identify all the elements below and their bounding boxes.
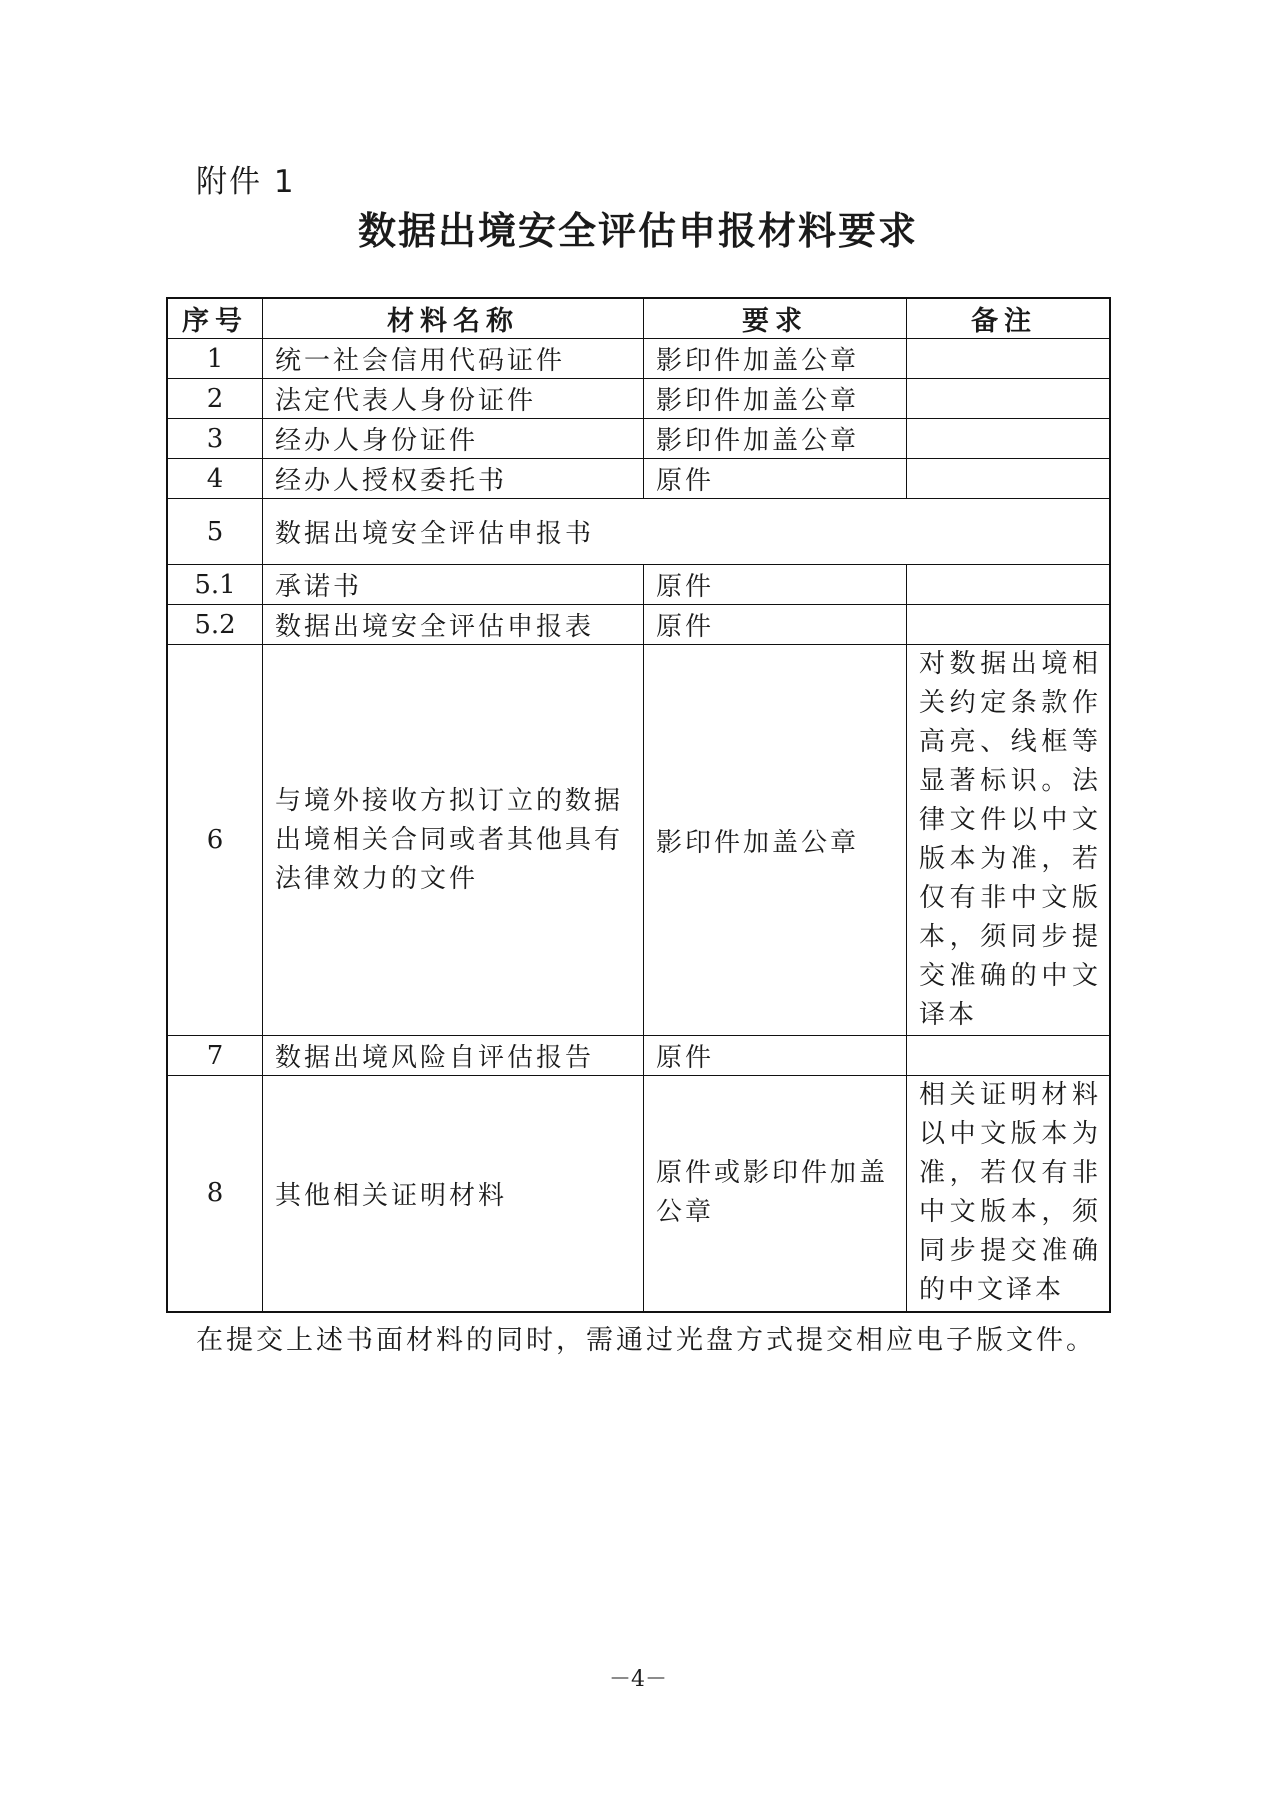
row-no: 3	[167, 419, 263, 459]
table-row	[167, 339, 1110, 379]
table-row	[167, 419, 1110, 459]
row-name: 与境外接收方拟订立的数据出境相关合同或者其他具有法律效力的文件	[263, 645, 644, 1036]
row-note	[907, 1036, 1111, 1076]
row-no: 4	[167, 459, 263, 499]
header-no: 序号	[167, 298, 263, 339]
row-no: 5.1	[167, 565, 263, 605]
table-row	[167, 1076, 1110, 1312]
attachment-label: 附件 1	[196, 164, 296, 200]
document-title: 数据出境安全评估申报材料要求	[357, 209, 918, 253]
row-name: 数据出境风险自评估报告	[263, 1036, 644, 1076]
table-row	[167, 379, 1110, 419]
row-note	[907, 339, 1111, 379]
row-name: 数据出境安全评估申报表	[263, 605, 644, 645]
row-note	[907, 379, 1111, 419]
row-name: 法定代表人身份证件	[263, 379, 644, 419]
header-requirement: 要求	[644, 298, 907, 339]
row-no: 6	[167, 645, 263, 1036]
row-requirement: 影印件加盖公章	[644, 419, 907, 459]
row-no: 2	[167, 379, 263, 419]
header-material-name: 材料名称	[263, 298, 644, 339]
page-number: －4－	[609, 1667, 667, 1692]
row-name: 经办人身份证件	[263, 419, 644, 459]
table-header-row	[167, 298, 1110, 339]
row-requirement: 原件	[644, 1036, 907, 1076]
row-note: 相关证明材料以中文版本为准，若仅有非中文版本，须同步提交准确的中文译本	[907, 1076, 1111, 1312]
row-note	[907, 565, 1111, 605]
footnote: 在提交上述书面材料的同时，需通过光盘方式提交相应电子版文件。	[196, 1325, 1096, 1356]
table-row	[167, 565, 1110, 605]
row-name: 承诺书	[263, 565, 644, 605]
row-name: 其他相关证明材料	[263, 1076, 644, 1312]
requirements-table	[166, 297, 1111, 1313]
row-name: 统一社会信用代码证件	[263, 339, 644, 379]
row-note	[907, 419, 1111, 459]
row-no: 5	[167, 499, 263, 565]
row-note: 对数据出境相关约定条款作高亮、线框等显著标识。法律文件以中文版本为准，若仅有非中文版本，须同步提交准确的中文译本	[907, 645, 1111, 1036]
row-no: 5.2	[167, 605, 263, 645]
table-row	[167, 645, 1110, 1036]
row-requirement: 影印件加盖公章	[644, 339, 907, 379]
row-note	[907, 459, 1111, 499]
row-requirement: 原件	[644, 605, 907, 645]
row-name: 经办人授权委托书	[263, 459, 644, 499]
table-row	[167, 459, 1110, 499]
header-note: 备注	[907, 298, 1111, 339]
row-requirement: 原件	[644, 565, 907, 605]
row-requirement: 原件或影印件加盖公章	[644, 1076, 907, 1312]
row-no: 1	[167, 339, 263, 379]
table-row	[167, 1036, 1110, 1076]
row-requirement: 影印件加盖公章	[644, 645, 907, 1036]
row-no: 7	[167, 1036, 263, 1076]
table-row	[167, 499, 1110, 565]
row-requirement: 影印件加盖公章	[644, 379, 907, 419]
row-requirement: 原件	[644, 459, 907, 499]
table-row	[167, 605, 1110, 645]
row-name: 数据出境安全评估申报书	[263, 499, 1111, 565]
row-note	[907, 605, 1111, 645]
row-no: 8	[167, 1076, 263, 1312]
